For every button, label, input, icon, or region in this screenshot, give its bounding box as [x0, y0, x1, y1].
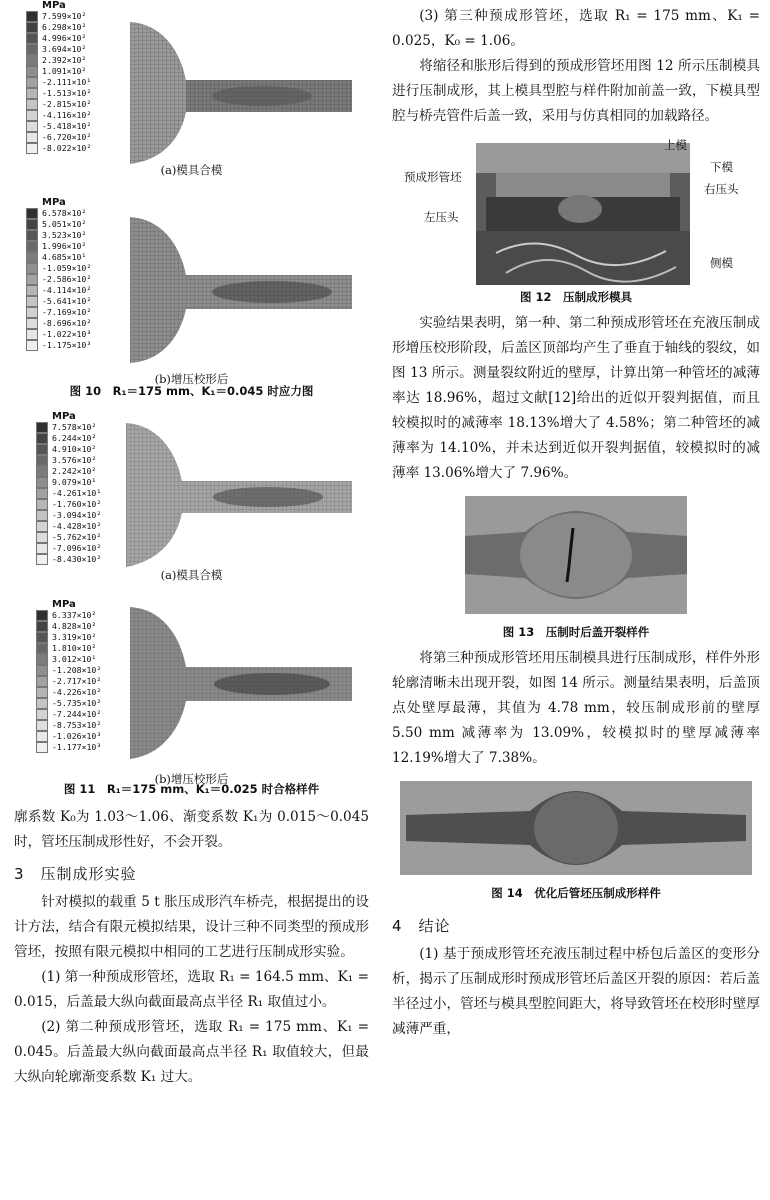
legend-swatch — [36, 687, 48, 698]
legend-swatch — [36, 665, 48, 676]
legend-value: -1.760×10² — [52, 499, 102, 509]
legend-entry — [36, 720, 136, 731]
legend-value: -4.261×10¹ — [52, 488, 102, 498]
legend-entry — [26, 307, 126, 318]
legend-entry — [26, 99, 126, 110]
fig12 — [392, 137, 760, 289]
legend-value: -1.513×10² — [42, 88, 92, 98]
legend-swatch — [26, 33, 38, 44]
fig11-caption: 图 11 R₁＝175 mm、K₁＝0.025 时合格样件 — [63, 782, 320, 796]
legend-value: -2.586×10² — [42, 274, 92, 284]
legend-swatch — [36, 532, 48, 543]
legend-swatch — [36, 698, 48, 709]
legend-entry — [26, 230, 126, 241]
legend-value: 6.298×10² — [42, 22, 87, 32]
legend-swatch — [26, 263, 38, 274]
legend-swatch — [36, 554, 48, 565]
legend-swatch — [36, 621, 48, 632]
legend-entry — [26, 340, 126, 351]
legend-value: -1.026×10³ — [52, 731, 102, 741]
legend-value: 4.685×10¹ — [42, 252, 87, 262]
legend-value: -2.111×10¹ — [42, 77, 92, 87]
legend-entry — [26, 33, 126, 44]
legend-swatch — [26, 329, 38, 340]
legend-value: 9.079×10¹ — [52, 477, 97, 487]
label-left-punch: 左压头 — [424, 210, 459, 224]
fig11a-caption: (a)模具合模 — [160, 568, 223, 582]
legend-entry — [26, 11, 126, 22]
legend-value: 3.319×10² — [52, 632, 97, 642]
label-right-punch: 右压头 — [704, 182, 739, 196]
legend-swatch — [36, 510, 48, 521]
legend-entry — [26, 252, 126, 263]
legend-swatch — [36, 731, 48, 742]
legend-swatch — [26, 22, 38, 33]
legend-unit: MPa — [52, 599, 76, 610]
legend-value: 4.910×10² — [52, 444, 97, 454]
fig14-caption: 图 14 优化后管坯压制成形样件 — [491, 886, 661, 900]
legend-entry — [26, 132, 126, 143]
legend-entry — [26, 296, 126, 307]
legend-swatch — [36, 709, 48, 720]
legend-value: -7.244×10² — [52, 709, 102, 719]
legend-swatch — [36, 444, 48, 455]
legend-value: -1.208×10² — [52, 665, 102, 675]
legend-value: -4.226×10² — [52, 687, 102, 697]
legend-swatch — [36, 742, 48, 753]
legend-entry — [36, 643, 136, 654]
stress-contour-plot — [122, 215, 354, 365]
legend-entry — [26, 241, 126, 252]
legend-entry — [26, 88, 126, 99]
legend-entry — [26, 318, 126, 329]
fig10b-caption: (b)增压校形后 — [154, 372, 229, 386]
legend-swatch — [26, 241, 38, 252]
legend-swatch — [26, 318, 38, 329]
legend-swatch — [26, 66, 38, 77]
legend-swatch — [36, 654, 48, 665]
legend-swatch — [26, 307, 38, 318]
cracked-sample-photo — [465, 496, 687, 614]
legend-entry — [36, 731, 136, 742]
legend-swatch — [36, 676, 48, 687]
legend-unit: MPa — [42, 197, 66, 208]
legend-value: 6.244×10² — [52, 433, 97, 443]
legend-value: 3.576×10² — [52, 455, 97, 465]
legend-value: -1.177×10³ — [52, 742, 102, 752]
legend-swatch — [26, 55, 38, 66]
legend-swatch — [36, 632, 48, 643]
legend-value: -8.022×10² — [42, 143, 92, 153]
fig10-caption: 图 10 R₁＝175 mm、K₁＝0.045 时应力图 — [69, 384, 314, 398]
paragraph: 将第三种预成形管坯用压制模具进行压制成形，样件外形轮廓清晰未出现开裂，如图 14 所示。测量结果表明，后盖顶点处壁厚最薄，其值为 4.78 mm，较压制成形前的壁厚 5.50 mm 减薄率为 13.09%，较模拟时的壁厚减薄率 12.19%增大了 7.38%。 — [392, 650, 760, 766]
legend-entry — [36, 698, 136, 709]
legend-entry — [26, 219, 126, 230]
legend-swatch — [26, 132, 38, 143]
paragraph: 廓系数 K₀为 1.03～1.06、渐变系数 K₁为 0.015～0.045 时，管坯压制成形性好，不会开裂。 — [14, 809, 369, 850]
legend-value: 1.810×10² — [52, 643, 97, 653]
legend-entry — [36, 654, 136, 665]
legend-fig10a — [26, 0, 126, 154]
paragraph: 实验结果表明，第一种、第二种预成形管坯在充液压制成形增压校形阶段，后盖区顶部均产生了垂直于轴线的裂纹，如图 13 所示。测量裂纹附近的壁厚，计算出第一种管坯的减薄率达 18.96%，超过文献[12]给出的近似开裂判据值，而且较模拟时的减薄率 18.13%增大了 4.58%；第二种管坯的减薄率为 14.10%，并未达到近似开裂判据值，较模拟时的减薄率 13.06%增大了 7.96%。 — [392, 315, 760, 481]
legend-swatch — [26, 121, 38, 132]
legend-swatch — [26, 208, 38, 219]
legend-value: 4.828×10² — [52, 621, 97, 631]
legend-entry — [36, 709, 136, 720]
legend-swatch — [36, 521, 48, 532]
legend-value: -1.022×10³ — [42, 329, 92, 339]
legend-swatch — [26, 285, 38, 296]
legend-swatch — [26, 110, 38, 121]
legend-fig11b — [36, 599, 136, 753]
legend-value: -5.641×10² — [42, 296, 92, 306]
legend-value: 5.051×10² — [42, 219, 87, 229]
legend-value: 2.392×10² — [42, 55, 87, 65]
legend-value: 7.578×10² — [52, 422, 97, 432]
legend-value: -4.428×10² — [52, 521, 102, 531]
legend-entry — [26, 77, 126, 88]
legend-value: -6.720×10² — [42, 132, 92, 142]
legend-entry — [26, 66, 126, 77]
legend-value: -1.175×10³ — [42, 340, 92, 350]
legend-value: 3.523×10² — [42, 230, 87, 240]
legend-value: -1.059×10² — [42, 263, 92, 273]
legend-value: 4.996×10² — [42, 33, 87, 43]
legend-swatch — [36, 433, 48, 444]
label-side-die: 侧模 — [710, 256, 733, 270]
legend-value: 6.337×10² — [52, 610, 97, 620]
legend-value: -2.717×10² — [52, 676, 102, 686]
legend-entry — [26, 285, 126, 296]
paragraph: (1) 第一种预成形管坯，选取 R₁ = 164.5 mm、K₁ = 0.015，后盖最大纵向截面最高点半径 R₁ 取值过小。 — [14, 969, 369, 1010]
fig11b-caption: (b)增压校形后 — [154, 772, 229, 786]
legend-swatch — [26, 77, 38, 88]
legend-entry — [36, 621, 136, 632]
label-preform-tube: 预成形管坯 — [404, 170, 462, 184]
legend-value: -8.753×10² — [52, 720, 102, 730]
legend-swatch — [36, 643, 48, 654]
legend-swatch — [36, 477, 48, 488]
legend-swatch — [26, 274, 38, 285]
legend-value: -5.418×10² — [42, 121, 92, 131]
legend-swatch — [36, 422, 48, 433]
legend-value: -8.696×10² — [42, 318, 92, 328]
legend-swatch — [26, 340, 38, 351]
legend-entry — [26, 22, 126, 33]
legend-value: -7.169×10² — [42, 307, 92, 317]
legend-swatch — [26, 230, 38, 241]
legend-unit: MPa — [52, 411, 76, 422]
legend-swatch — [36, 455, 48, 466]
paragraph: (3) 第三种预成形管坯，选取 R₁ = 175 mm、K₁ = 0.025，K₀ = 1.06。 — [392, 8, 760, 49]
legend-entry — [36, 687, 136, 698]
stress-contour-plot — [122, 605, 354, 761]
legend-swatch — [26, 296, 38, 307]
legend-value: -2.815×10² — [42, 99, 92, 109]
optimized-sample-photo — [400, 781, 752, 875]
legend-entry — [36, 610, 136, 621]
fig10-a — [14, 0, 369, 177]
legend-value: 1.091×10² — [42, 66, 87, 76]
legend-unit: MPa — [42, 0, 66, 11]
legend-value: -8.430×10² — [52, 554, 102, 564]
legend-value: 3.694×10² — [42, 44, 87, 54]
press-die-photo — [476, 143, 690, 285]
legend-entry — [26, 143, 126, 154]
stress-contour-plot — [122, 20, 354, 166]
legend-value: 2.242×10² — [52, 466, 97, 476]
legend-fig10b — [26, 197, 126, 351]
legend-swatch — [26, 252, 38, 263]
legend-value: -5.762×10² — [52, 532, 102, 542]
fig12-caption: 图 12 压制成形模具 — [519, 290, 632, 304]
fig13-caption: 图 13 压制时后盖开裂样件 — [502, 625, 650, 639]
legend-swatch — [26, 143, 38, 154]
legend-entry — [26, 263, 126, 274]
legend-entry — [36, 665, 136, 676]
legend-entry — [26, 121, 126, 132]
label-lower-die: 下模 — [710, 160, 733, 174]
paragraph: 将缩径和胀形后得到的预成形管坯用图 12 所示压制模具进行压制成形，其上模具型腔与样件附加前盖一致，下模具型腔与桥壳管件后盖一致，采用与仿真相同的加载路径。 — [392, 58, 760, 124]
legend-entry — [26, 208, 126, 219]
section-heading: 3 压制成形实验 — [14, 865, 137, 883]
legend-value: -3.094×10² — [52, 510, 102, 520]
legend-swatch — [26, 11, 38, 22]
legend-swatch — [26, 219, 38, 230]
paragraph: 针对模拟的载重 5 t 胀压成形汽车桥壳，根据提出的设计方法，结合有限元模拟结果，设计三种不同类型的预成形管坯，按照有限元模拟中相同的工艺进行压制成形实验。 — [14, 894, 369, 960]
legend-value: 6.578×10² — [42, 208, 87, 218]
legend-entry — [26, 274, 126, 285]
fig10a-caption: (a)模具合模 — [160, 163, 223, 177]
fig10-b — [14, 197, 369, 386]
legend-value: 1.996×10² — [42, 241, 87, 251]
legend-entry — [36, 676, 136, 687]
legend-entry — [26, 110, 126, 121]
right-column — [392, 0, 760, 1042]
legend-value: 3.012×10¹ — [52, 654, 97, 664]
legend-entry — [36, 632, 136, 643]
section-heading: 4 结论 — [392, 917, 451, 935]
legend-swatch — [36, 720, 48, 731]
legend-entry — [26, 44, 126, 55]
legend-value: -4.116×10² — [42, 110, 92, 120]
paragraph: (2) 第二种预成形管坯，选取 R₁ = 175 mm、K₁ = 0.045。后盖最大纵向截面最高点半径 R₁ 取值较大，但最大纵向轮廓渐变系数 K₁ 过大。 — [14, 1019, 369, 1085]
stress-contour-plot — [118, 421, 354, 571]
legend-swatch — [36, 466, 48, 477]
legend-entry — [36, 742, 136, 753]
legend-swatch — [36, 543, 48, 554]
legend-entry — [26, 55, 126, 66]
fig11-b — [14, 599, 369, 786]
fig14 — [392, 781, 760, 879]
fig13 — [392, 496, 760, 618]
legend-swatch — [36, 610, 48, 621]
legend-value: -7.096×10² — [52, 543, 102, 553]
label-upper-die: 上模 — [664, 138, 687, 152]
left-column — [14, 0, 369, 1090]
legend-entry — [26, 329, 126, 340]
legend-swatch — [36, 499, 48, 510]
legend-swatch — [26, 88, 38, 99]
legend-swatch — [26, 44, 38, 55]
legend-value: -4.114×10² — [42, 285, 92, 295]
legend-swatch — [36, 488, 48, 499]
legend-value: -5.735×10² — [52, 698, 102, 708]
legend-value: 7.599×10² — [42, 11, 87, 21]
paragraph: (1) 基于预成形管坯充液压制过程中桥包后盖区的变形分析，揭示了压制成形时预成形管坯后盖区开裂的原因：若后盖半径过小，管坯与模具型腔间距大，将导致管坯在校形时壁厚减薄严重， — [392, 946, 760, 1037]
fig11-a — [14, 411, 369, 582]
legend-swatch — [26, 99, 38, 110]
